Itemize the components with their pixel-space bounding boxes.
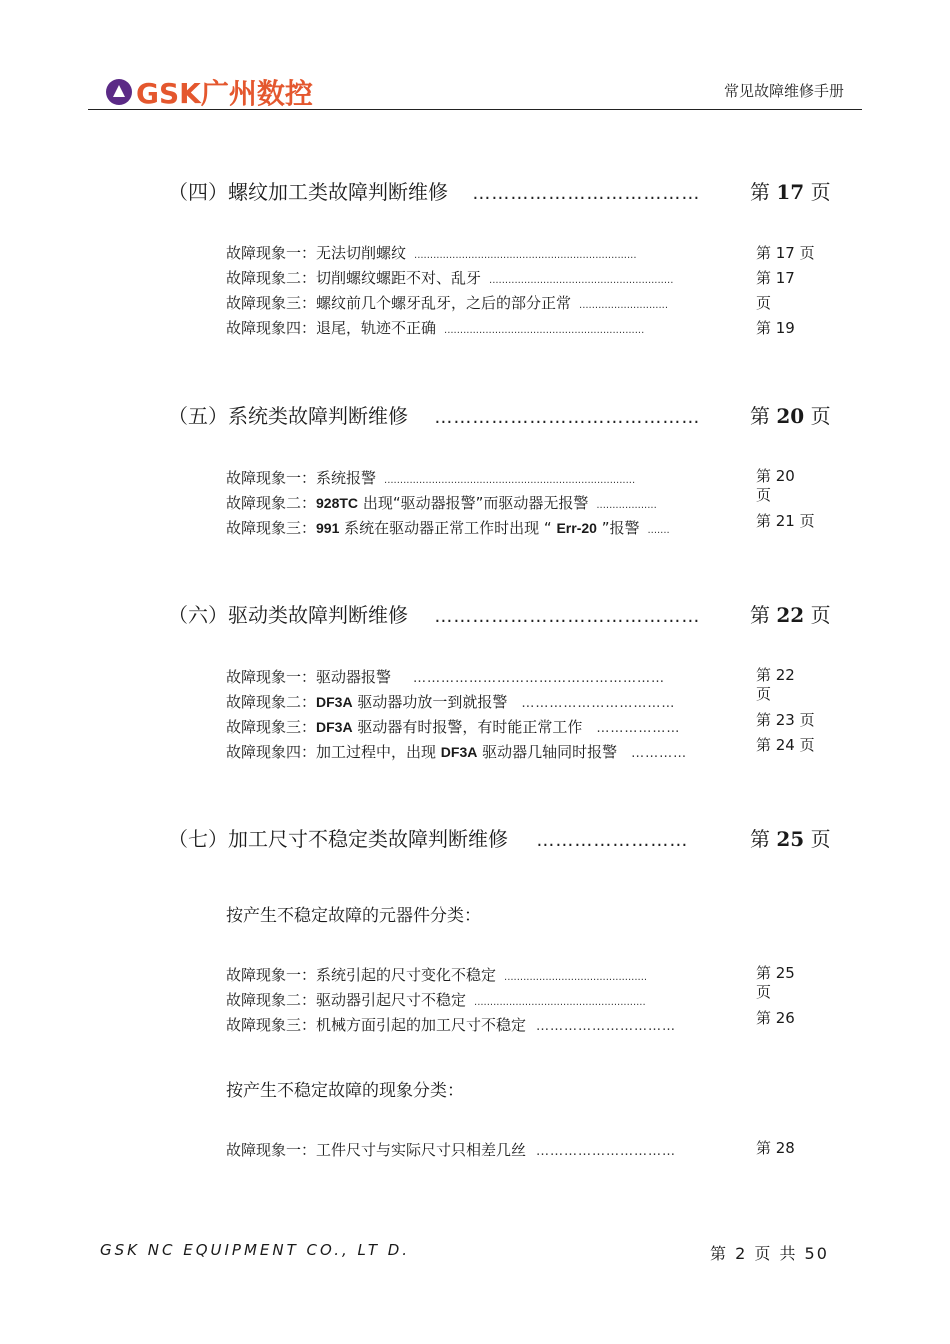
section-page-4: 第 17 页 (750, 180, 831, 204)
company-logo (106, 72, 313, 112)
toc-entry[interactable]: 故障现象一：系统报警 ............................................................................... (226, 469, 636, 487)
toc-entry-page: 第 17 页 (756, 244, 815, 262)
toc-entry-page: 第 28 (756, 1139, 795, 1157)
toc-entry-page: 第 21 页 (756, 512, 815, 530)
logo-text: GSK广州数控 (136, 77, 313, 110)
toc-entry[interactable]: 故障现象四：退尾，轨迹不正确 ............................................................... (226, 319, 645, 337)
section-page-5: 第 20 页 (750, 404, 831, 428)
toc-entry[interactable]: 故障现象二：切削螺纹螺距不对、乱牙 .......................................................... (226, 269, 674, 287)
toc-entry[interactable]: 故障现象一：系统引起的尺寸变化不稳定 ............................................. (226, 966, 648, 984)
toc-entry[interactable]: 故障现象二：DF3A 驱动器功放一到就报警 …………………………… (226, 693, 676, 711)
toc-entry[interactable]: 故障现象三：DF3A 驱动器有时报警，有时能正常工作 ……………… (226, 718, 681, 736)
toc-entry[interactable]: 故障现象一：工件尺寸与实际尺寸只相差几丝 ………………………… (226, 1141, 677, 1159)
toc-entry[interactable]: 故障现象三：机械方面引起的加工尺寸不稳定 ………………………… (226, 1016, 677, 1034)
toc-entry[interactable]: 故障现象四：加工过程中，出现 DF3A 驱动器几轴同时报警 ………… (226, 743, 688, 761)
footer-company: GSK NC EQUIPMENT CO., LT D. (100, 1241, 411, 1259)
toc-entry-page: 第 24 页 (756, 736, 815, 754)
toc-entry-page: 第 25 (756, 964, 795, 982)
group-label-components: 按产生不稳定故障的元器件分类： (226, 906, 481, 926)
section-title-6: （六）驱动类故障判断维修 …………………………………… (168, 603, 701, 627)
toc-entry[interactable]: 故障现象一：无法切削螺纹 ...................................................................... (226, 244, 637, 262)
toc-entry-page: 第 20 (756, 467, 795, 485)
section-title-5: （五）系统类故障判断维修 …………………………………… (168, 404, 701, 428)
gsk-logo-icon (106, 79, 132, 105)
toc-entry[interactable]: 故障现象二：驱动器引起尺寸不稳定 ...................................................... (226, 991, 646, 1009)
group-label-phenomena: 按产生不稳定故障的现象分类： (226, 1081, 464, 1101)
footer-page-info: 第 2 页 共 50 (710, 1244, 829, 1263)
toc-entry-page: 页 (756, 685, 772, 703)
section-title-4: （四）螺纹加工类故障判断维修 ……………………………… (168, 180, 701, 204)
toc-entry-page: 页 (756, 983, 772, 1001)
toc-entry-page: 页 (756, 486, 772, 504)
toc-entry-page: 第 19 (756, 319, 795, 337)
toc-entry-page: 第 17 (756, 269, 795, 287)
toc-entry-page: 第 22 (756, 666, 795, 684)
toc-entry-page: 第 23 页 (756, 711, 815, 729)
toc-entry[interactable]: 故障现象二：928TC 出现“驱动器报警”而驱动器无报警 ................... (226, 494, 657, 512)
toc-entry[interactable]: 故障现象三：991 系统在驱动器正常工作时出现 “ Err-20 ”报警 ....... (226, 519, 670, 537)
header-divider (88, 109, 862, 110)
toc-entry-page: 页 (756, 294, 772, 312)
toc-entry[interactable]: 故障现象三：螺纹前几个螺牙乱牙，之后的部分正常 ............................ (226, 294, 669, 312)
toc-entry-page: 第 26 (756, 1009, 795, 1027)
toc-entry[interactable]: 故障现象一：驱动器报警 ……………………………………………… (226, 668, 666, 686)
section-title-7: （七）加工尺寸不稳定类故障判断维修 …………………… (168, 827, 689, 851)
manual-title: 常见故障维修手册 (723, 82, 844, 100)
section-page-7: 第 25 页 (750, 827, 831, 851)
section-page-6: 第 22 页 (750, 603, 831, 627)
